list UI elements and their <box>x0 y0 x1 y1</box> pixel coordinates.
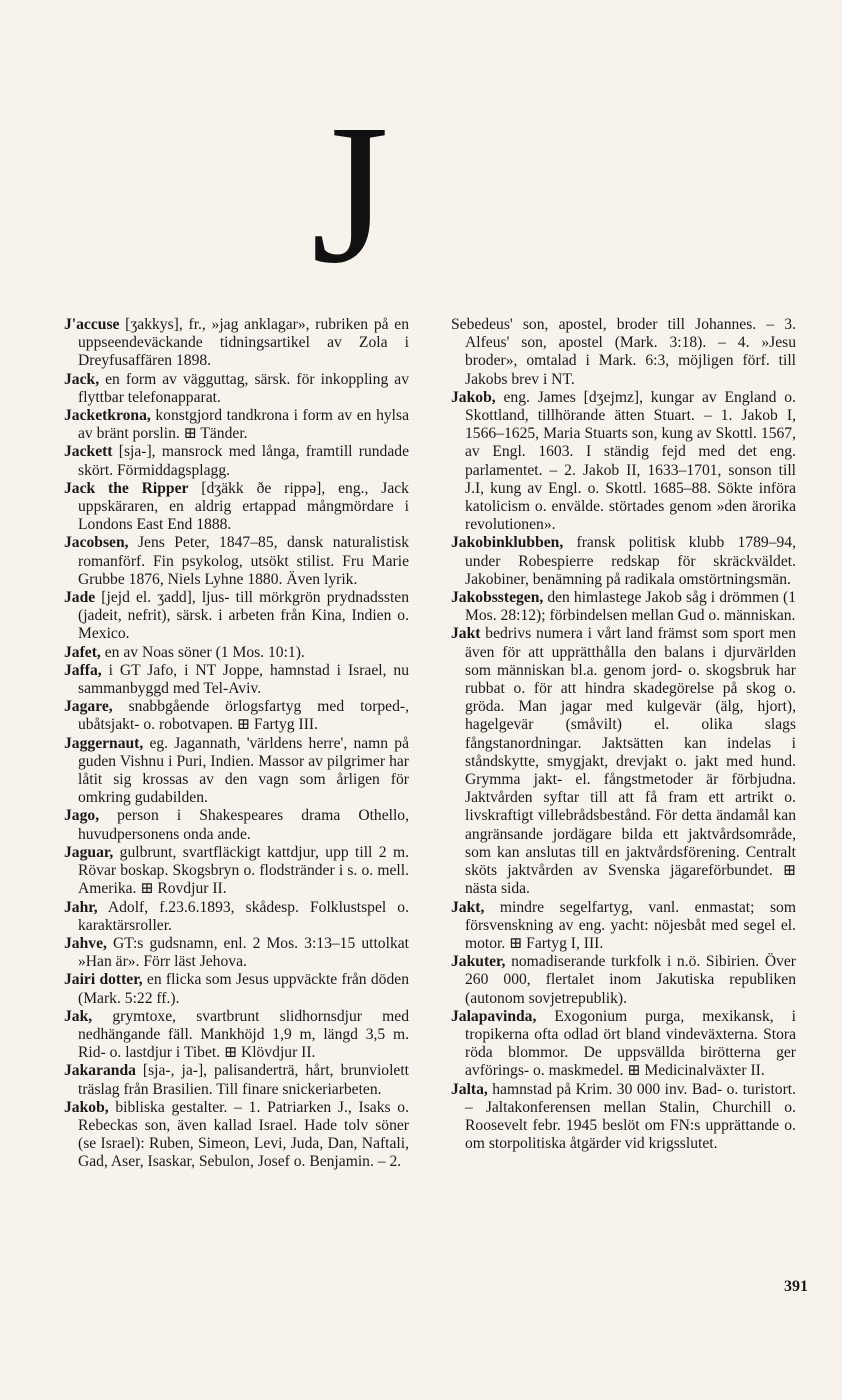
entry-headword: Jago, <box>64 807 100 825</box>
entry-definition: Sebedeus' son, apostel, broder till Johannes. – 3. Alfeus' son, apostel (Mark. 3:18). – 4. »Jesu broder», omtalad i Mark. 6:3, möjligen förf. till Jakobs brev i NT. <box>451 316 796 388</box>
entry-headword: Jakt, <box>451 898 485 916</box>
dictionary-entry <box>64 480 409 535</box>
entry-headword: Jalapavinda, <box>451 1007 537 1025</box>
left-column <box>64 316 409 1172</box>
entry-headword: Jafet, <box>64 643 101 661</box>
dictionary-entry <box>64 807 409 843</box>
entry-definition: fransk politisk klubb 1789–94, under Robespierre redskap för skräckväldet. Jakobiner, benämning på radikala omstörtningsmän. <box>465 534 796 588</box>
entry-definition: gulbrunt, svartfläckigt kattdjur, upp till 2 m. Rövar boskap. Skogsbryn o. flodstränder i s. o. mell. Amerika. ⊞ Rovdjur II. <box>78 843 409 898</box>
dictionary-entry <box>64 971 409 1007</box>
entry-definition: den himlastege Jakob såg i drömmen (1 Mos. 28:12); förbindelsen mellan Gud o. människan. <box>465 589 796 625</box>
dictionary-entry <box>451 1008 796 1081</box>
entry-headword: Jahr, <box>64 898 98 916</box>
dictionary-entry <box>64 371 409 407</box>
entry-headword: Jakuter, <box>451 953 506 971</box>
entry-headword: Jakob, <box>64 1098 109 1116</box>
entry-definition: Exogonium purga, mexikansk, i tropikerna ofta odlad ört bland vindeväxterna. Stora röda blommor. De uppsvällda birötterna ger avförings- o. maskmedel. ⊞ Medicinalväxter II. <box>465 1007 796 1080</box>
entry-headword: J'accuse <box>64 316 120 333</box>
entry-definition: i GT Jafo, i NT Joppe, hamnstad i Israel, nu sammanbyggd med Tel-Aviv. <box>78 661 409 698</box>
entry-headword: Jakobinklubben, <box>451 534 564 552</box>
entry-definition: snabbgående örlogsfartyg med torped-, ubåtsjakt- o. robotvapen. ⊞ Fartyg III. <box>78 698 409 734</box>
page-number: 391 <box>784 1278 808 1295</box>
entry-definition: Jens Peter, 1847–85, dansk naturalistisk romanförf. Fin psykolog, utsökt stilist. Fru Marie Grubbe 1876, Niels Lyhne 1880. Även lyrik. <box>78 534 409 588</box>
entry-definition: en flicka som Jesus uppväckte från döden (Mark. 5:22 ff.). <box>78 971 409 1007</box>
entry-definition: [dʒäkk ðe rippə], eng., Jack uppskäraren, en aldrig ertappad mångmördare i Londons East End 1888. <box>78 479 409 534</box>
dictionary-entry <box>64 644 409 662</box>
entry-definition: en form av vägguttag, särsk. för inkoppling av flyttbar telefonapparat. <box>78 370 409 406</box>
dictionary-entry <box>451 1081 796 1154</box>
dictionary-entry <box>64 589 409 644</box>
dictionary-entry <box>64 1008 409 1063</box>
dictionary-entry <box>64 735 409 808</box>
entry-headword: Jack, <box>64 370 100 388</box>
dictionary-entry <box>451 316 796 389</box>
entry-definition: bedrivs numera i vårt land främst som sport men även för att upprätthålla den balans i djurvärlden som människan bl.a. genom jord- o. skogsbruk har rubbat o. för att hindra skadegörelse på skog o. gröda. Man jagar med kulgevär (älg, hjort), hagelgevär (småvilt) el. olika slags fångstanordningar. Jaktsätten kan indelas i ståndskytte, smygjakt, drevjakt o. jakt med hund. Grymma jakt- el. fångstmetoder är förbjudna. Jaktvården syftar till att få fram ett artrikt o. livskraftigt villebrådsbestånd. För detta ändamål kan angränsande jordägare bilda ett jaktvårdsområde, som kan anslutas till en jaktvårdsförening. Centralt sköts jaktvården av Svenska jägareförbundet. ⊞ nästa sida. <box>465 625 796 898</box>
entry-definition: [sja-, ja-], palisanderträ, hårt, brunviolett träslag från Brasilien. Till finare snickeriarbeten. <box>78 1062 409 1098</box>
dictionary-entry <box>64 316 409 371</box>
dictionary-entry <box>64 407 409 443</box>
dictionary-entry <box>451 589 796 625</box>
entry-headword: Jakobsstegen, <box>451 589 544 607</box>
entry-definition: person i Shakespeares drama Othello, huvudpersonens onda ande. <box>78 807 409 843</box>
entry-headword: Jaggernaut, <box>64 734 144 752</box>
entry-headword: Jak, <box>64 1007 93 1025</box>
dictionary-entry <box>64 899 409 935</box>
entry-definition: nomadiserande turkfolk i n.ö. Sibirien. Över 260 000, flertalet inom Jakutiska republiken (autonom sovjetrepublik). <box>465 953 796 1007</box>
entry-definition: GT:s gudsnamn, enl. 2 Mos. 3:13–15 uttolkat »Han är». Förr läst Jehova. <box>78 934 409 971</box>
dictionary-entry <box>64 534 409 589</box>
entry-definition: grymtoxe, svartbrunt slidhornsdjur med nedhängande fäll. Mankhöjd 1,9 m, längd 3,5 m. Rid- o. lastdjur i Tibet. ⊞ Klövdjur II. <box>78 1007 409 1062</box>
entry-headword: Jacobsen, <box>64 534 129 552</box>
entry-definition: eng. James [dʒejmz], kungar av England o. Skottland, tillhörande ätten Stuart. – 1. Jakob I, 1566–1625, Maria Stuarts son, kung av Skottl. 1567, av Engl. 1603. I ständig fejd med det eng. parlamentet. – 2. Jakob II, 1633–1701, sonson till J.I, kung av Engl. o. Skottl. 1685–88. Sökte införa katolicism o. envälde. störtades genom »den ärorika revolutionen». <box>465 388 796 534</box>
entry-definition: eg. Jagannath, 'världens herre', namn på guden Vishnu i Puri, Indien. Massor av pilgrimer har låtit sig krossas av den vagn som årligen för omkring gudabilden. <box>78 734 409 807</box>
entry-headword: Jakaranda <box>64 1062 136 1080</box>
right-column <box>451 316 796 1153</box>
entry-headword: Jackett <box>64 443 113 461</box>
dictionary-entry <box>64 1062 409 1098</box>
entry-headword: Jack the Ripper <box>64 479 189 497</box>
dictionary-entry <box>64 1099 409 1172</box>
entry-definition: bibliska gestalter. – 1. Patriarken J., Isaks o. Rebeckas son, även kallad Israel. Hade tolv söner (se Israel): Ruben, Simeon, Levi, Juda, Dan, Naftali, Gad, Aser, Isaskar, Sebulon, Josef o. Benjamin. – 2. <box>78 1098 409 1171</box>
entry-definition: en av Noas söner (1 Mos. 10:1). <box>100 643 305 661</box>
dictionary-entry <box>451 389 796 535</box>
dictionary-entry <box>451 953 796 1008</box>
entry-definition: [jejd el. ʒadd], ljus- till mörkgrön prydnadssten (jadeit, nefrit), särsk. i arbeten från Kina, Indien o. Mexico. <box>78 589 409 643</box>
entry-headword: Jalta, <box>451 1080 488 1098</box>
entry-definition: hamnstad på Krim. 30 000 inv. Bad- o. turistort. – Jaltakonferensen mellan Stalin, Churchill o. Roosevelt febr. 1945 beslöt om FN:s upprättande o. om storpolitiska åtgärder vid krigsslutet. <box>465 1080 796 1153</box>
dictionary-entry <box>451 899 796 954</box>
section-letter: J <box>311 84 389 305</box>
entry-headword: Jaffa, <box>64 661 102 679</box>
entry-definition: [sja-], mansrock med långa, framtill rundade skört. Förmiddagsplagg. <box>78 443 409 479</box>
dictionary-entry <box>64 662 409 698</box>
entry-headword: Jahve, <box>64 934 107 952</box>
entry-definition: [ʒakkys], fr., »jag anklagar», rubriken på en uppseendeväckande tidningsartikel av Zola i Dreyfusaffären 1898. <box>78 316 409 370</box>
dictionary-entry <box>451 534 796 589</box>
dictionary-entry <box>64 698 409 734</box>
entry-definition: Adolf, f.23.6.1893, skådesp. Folklustspel o. karaktärsroller. <box>78 898 409 934</box>
entry-headword: Jakob, <box>451 388 496 406</box>
entry-headword: Jaguar, <box>64 843 114 861</box>
entry-definition: konstgjord tandkrona i form av en hylsa av bränt porslin. ⊞ Tänder. <box>78 407 409 443</box>
dictionary-entry <box>64 935 409 971</box>
entry-definition: mindre segelfartyg, vanl. enmastat; som försvenskning av eng. yacht: nöjesbåt med segel el. motor. ⊞ Fartyg I, III. <box>465 898 796 952</box>
entry-headword: Jagare, <box>64 698 113 716</box>
entry-headword: Jade <box>64 589 96 607</box>
entry-headword: Jakt <box>451 625 481 643</box>
entry-headword: Jacketkrona, <box>64 407 151 425</box>
dictionary-entry <box>64 844 409 899</box>
dictionary-entry <box>451 625 796 898</box>
entry-headword: Jairi dotter, <box>64 971 143 989</box>
dictionary-entry <box>64 443 409 479</box>
